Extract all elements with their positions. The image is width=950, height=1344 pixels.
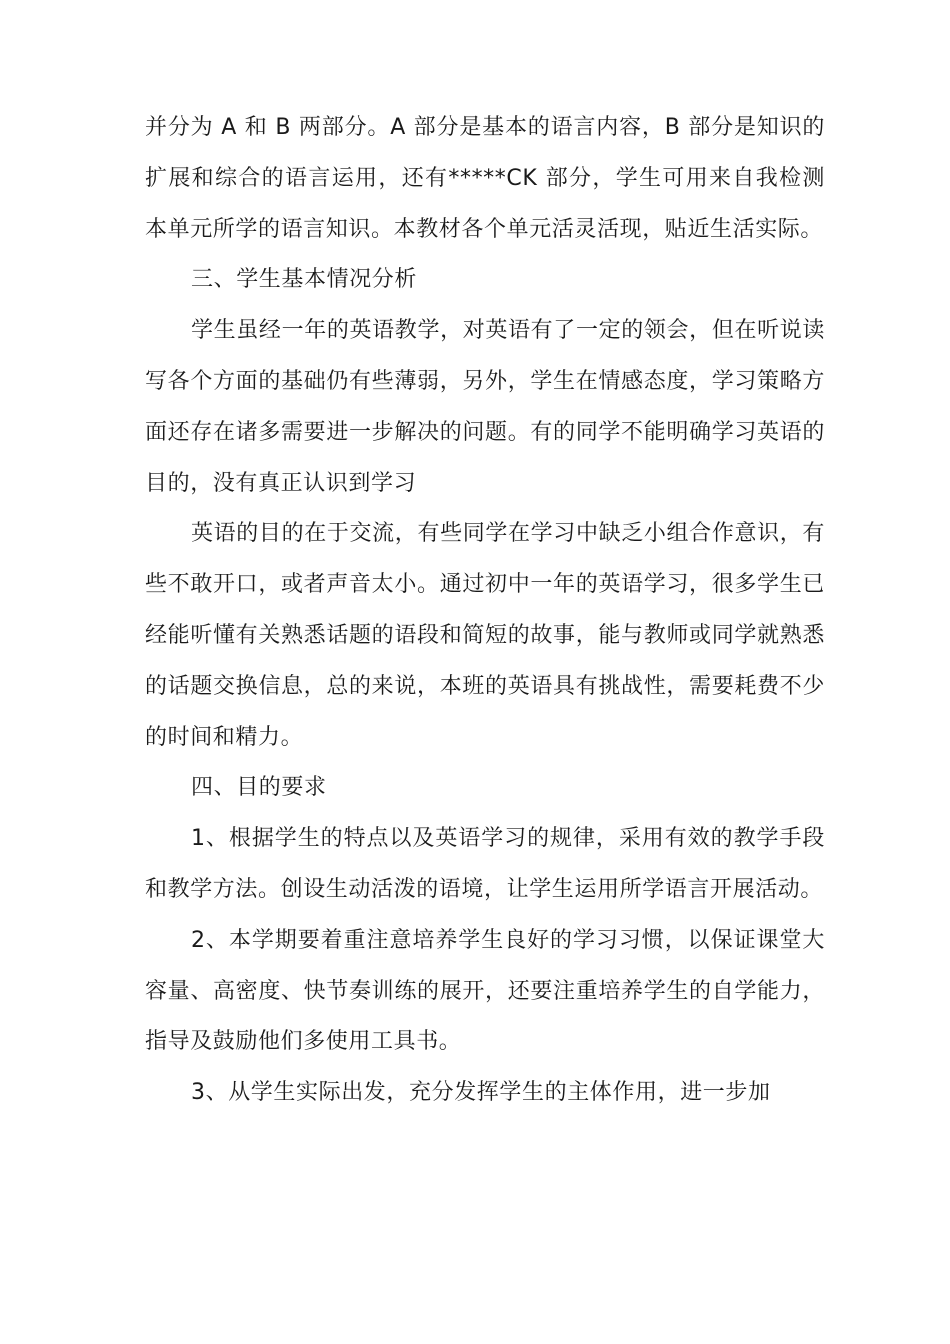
section-heading-goals: 四、目的要求 xyxy=(191,775,327,801)
paragraph-goal-2: 2、本学期要着重注意培养学生良好的学习习惯，以保证课堂大容量、高密度、快节奏训练的展开，还要注重培养学生的自学能力，指导及鼓励他们多使用工具书。 xyxy=(145,927,825,1055)
paragraph-goal-3: 3、从学生实际出发，充分发挥学生的主体作用，进一步加 xyxy=(191,1080,771,1106)
document-body xyxy=(145,103,825,1119)
paragraph-goal-1: 1、根据学生的特点以及英语学习的规律，采用有效的教学手段和教学方法。创设生动活泼的语境，让学生运用所学语言开展活动。 xyxy=(145,826,825,902)
section-heading-student-analysis: 三、学生基本情况分析 xyxy=(191,267,418,293)
paragraph-communication-purpose: 英语的目的在于交流，有些同学在学习中缺乏小组合作意识，有些不敢开口，或者声音太小。通过初中一年的英语学习，很多学生已经能听懂有关熟悉话题的语段和简短的故事，能与教师或同学就熟悉的话题交换信息，总的来说，本班的英语具有挑战性，需要耗费不少的时间和精力。 xyxy=(145,521,825,750)
paragraph-textbook-structure: 并分为 A 和 B 两部分。A 部分是基本的语言内容，B 部分是知识的扩展和综合的语言运用，还有*****CK 部分，学生可用来自我检测本单元所学的语言知识。本教材各个单元活灵活现，贴近生活实际。 xyxy=(145,115,825,242)
paragraph-student-basics: 学生虽经一年的英语教学，对英语有了一定的领会，但在听说读写各个方面的基础仍有些薄弱，另外，学生在情感态度，学习策略方面还存在诸多需要进一步解决的问题。有的同学不能明确学习英语的目的，没有真正认识到学习 xyxy=(145,318,825,496)
